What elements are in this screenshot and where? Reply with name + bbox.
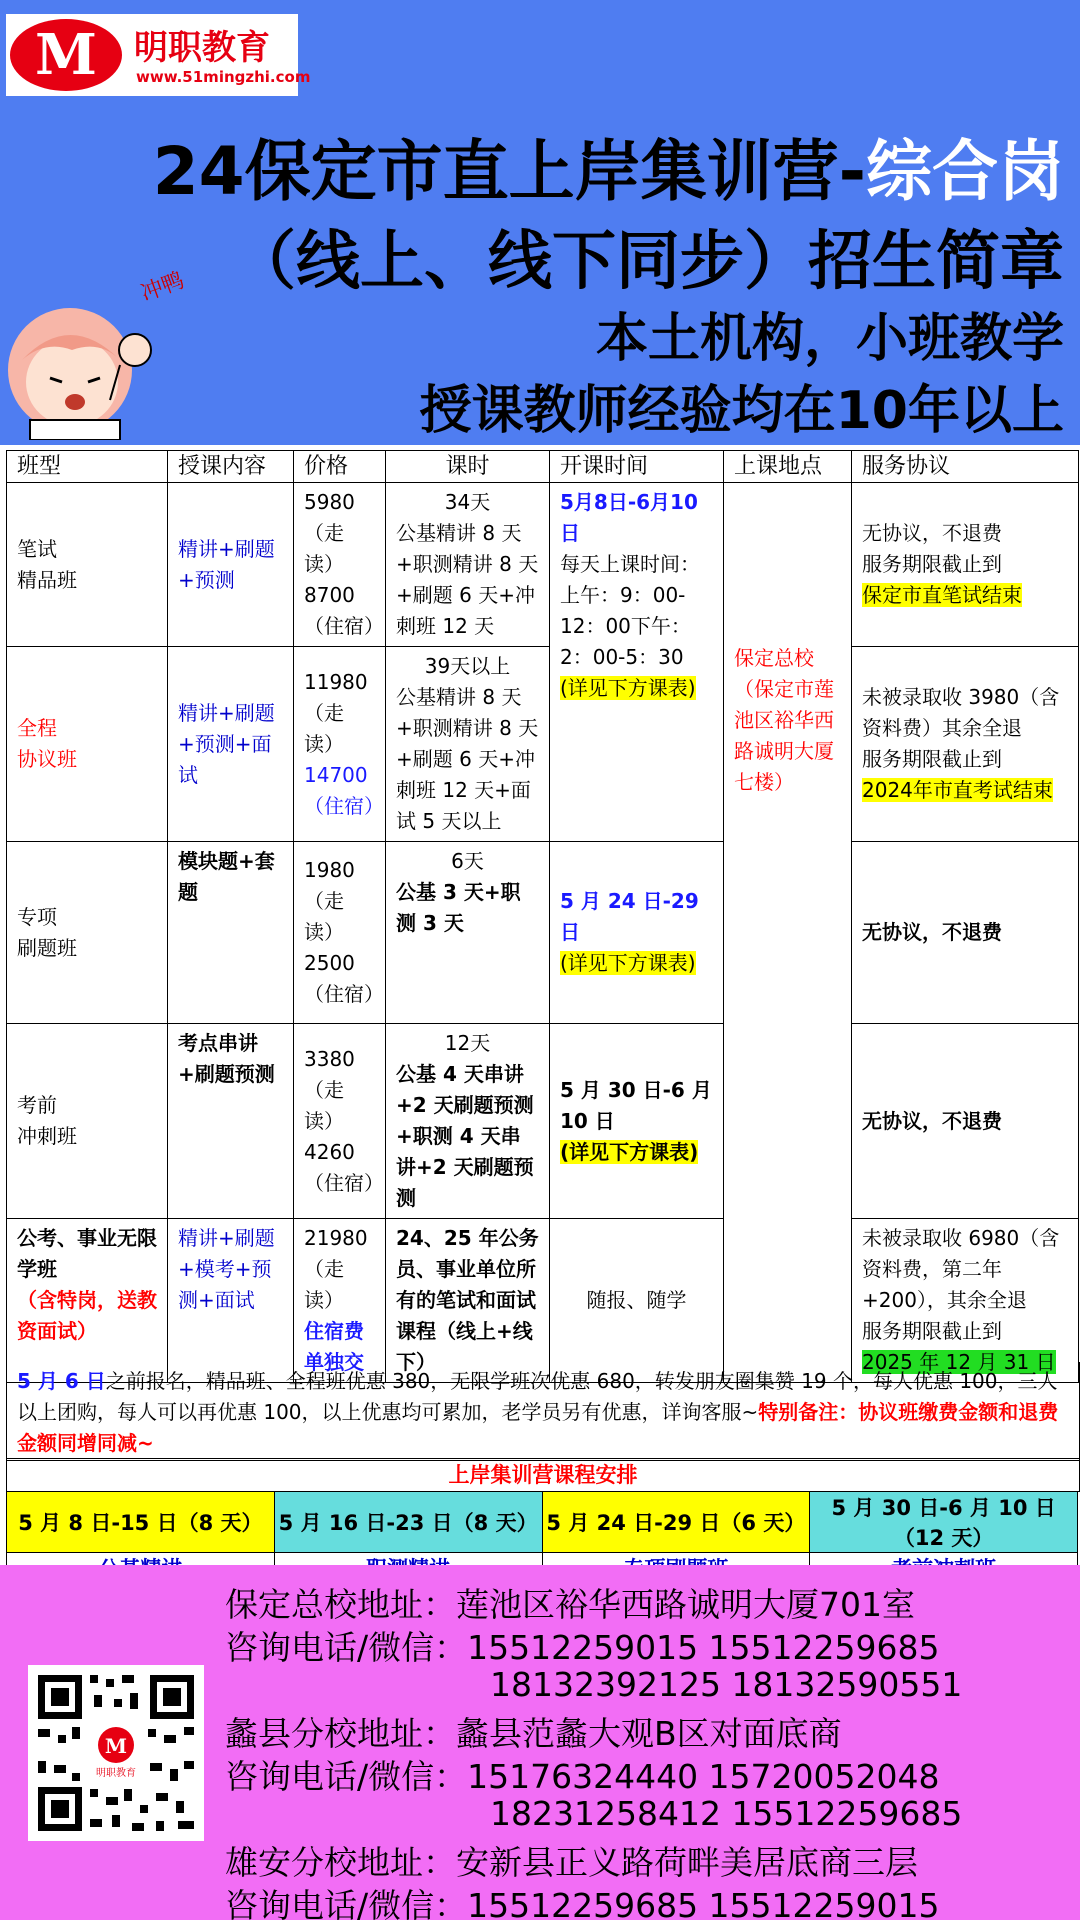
course-table <box>6 450 1079 1383</box>
note-special: 特别备注：协议班缴费金额和退费金额同增同减~ <box>17 1400 1059 1455</box>
start-detail: 每天上课时间：上午：9：00-12：00下午：2：00-5：30 <box>560 552 700 669</box>
service-agreement: 无协议，不退费 <box>852 1024 1079 1219</box>
class-price <box>294 1024 386 1219</box>
hours-detail: 公基精讲 8 天+职测精讲 8 天+刷题 6 天+冲刺班 12 天+面试 5 天以上 <box>396 685 539 833</box>
class-hours <box>386 1024 550 1219</box>
start-time: 随报、随学 <box>550 1219 724 1383</box>
class-type-name: 公考、事业无限学班 <box>17 1226 157 1281</box>
hours-detail: 公基 3 天+职测 3 天 <box>396 880 521 935</box>
class-content: 考点串讲+刷题预测 <box>168 1024 294 1219</box>
class-content: 精讲+刷题+预测+面试 <box>168 647 294 842</box>
class-price <box>294 1219 386 1383</box>
schedule-date: 5 月 16 日-23 日（8 天） <box>274 1492 542 1553</box>
class-price <box>294 647 386 842</box>
class-hours: 24、25 年公务员、事业单位所有的笔试和面试课程（线上+线下） <box>386 1219 550 1383</box>
price-board: 2500（住宿） <box>304 951 384 1006</box>
agreement-highlight: 保定市直笔试结束 <box>862 583 1022 607</box>
price-day: 1980（走读） <box>304 858 355 944</box>
svg-text:M: M <box>104 1734 128 1758</box>
address-xiongan: 雄安分校地址：安新县正义路荷畔美居底商三层 <box>225 1843 918 1882</box>
table-row <box>7 1219 1079 1383</box>
start-note: (详见下方课表) <box>560 676 696 700</box>
service-agreement <box>852 483 1079 647</box>
price-board: 14700（住宿） <box>304 762 384 818</box>
hours-total: 34天 <box>444 490 491 514</box>
col-header: 服务协议 <box>852 451 1079 483</box>
price-board: 住宿费单独交 <box>304 1319 364 1374</box>
schedule-dates-row <box>7 1492 1078 1553</box>
start-date: 5 月 24 日-29 日 <box>560 889 699 944</box>
agreement-text: 无协议，不退费 <box>862 521 1002 545</box>
cheer-text: 冲鸭 <box>137 268 188 307</box>
class-hours <box>386 842 550 1024</box>
class-content: 模块题+套题 <box>168 842 294 1024</box>
service-agreement <box>852 647 1079 842</box>
start-date: 5月8日-6月10日 <box>560 490 698 545</box>
class-type: 笔试 精品班 <box>7 483 168 647</box>
table-row <box>7 1024 1079 1219</box>
class-price <box>294 842 386 1024</box>
qr-label: 明职教育 <box>96 1768 136 1779</box>
agreement-deadline: 服务期限截止到 <box>862 747 1002 771</box>
table-row <box>7 647 1079 842</box>
phone-xiongan[interactable]: 咨询电话/微信：15512259685 15512259015 <box>225 1886 940 1925</box>
discount-note <box>6 1362 1080 1461</box>
schedule-date: 5 月 8 日-15 日（8 天） <box>7 1492 275 1553</box>
hours-total: 39天以上 <box>424 654 511 678</box>
agreement-deadline: 服务期限截止到 <box>862 552 1002 576</box>
hours-total: 12天 <box>444 1031 491 1055</box>
service-agreement <box>852 1219 1079 1383</box>
contact-footer <box>0 1565 1080 1925</box>
logo-url[interactable]: www.51mingzhi.com <box>136 68 311 86</box>
note-date: 5 月 6 日 <box>17 1369 106 1393</box>
phone-main[interactable]: 咨询电话/微信：15512259015 15512259685 <box>225 1628 940 1667</box>
service-agreement: 无协议，不退费 <box>852 842 1079 1024</box>
class-type <box>7 1219 168 1383</box>
class-hours <box>386 483 550 647</box>
logo-mark: M <box>10 19 122 91</box>
start-time <box>550 842 724 1024</box>
col-header: 班型 <box>7 451 168 483</box>
cheering-girl-illustration <box>0 290 170 440</box>
class-type: 全程 协议班 <box>7 647 168 842</box>
logo[interactable] <box>6 14 311 96</box>
class-content: 精讲+刷题+模考+预测+面试 <box>168 1219 294 1383</box>
start-date: 5 月 30 日-6 月 10 日 <box>560 1077 712 1133</box>
schedule-title: 上岸集训营课程安排 <box>6 1458 1080 1492</box>
col-header: 课时 <box>386 451 550 483</box>
table-row <box>7 842 1079 1024</box>
schedule-date: 5 月 30 日-6 月 10 日（12 天） <box>810 1492 1078 1553</box>
class-type: 考前 冲刺班 <box>7 1024 168 1219</box>
class-hours <box>386 647 550 842</box>
class-location: 保定总校（保定市莲池区裕华西路诚明大厦七楼） <box>724 483 852 1383</box>
title-highlight: 综合岗 <box>866 133 1064 210</box>
col-header: 价格 <box>294 451 386 483</box>
schedule-date: 5 月 24 日-29 日（6 天） <box>542 1492 810 1553</box>
agreement-highlight: 2024年市直考试结束 <box>862 778 1053 802</box>
price-day: 3380（走读） <box>304 1046 355 1133</box>
qr-code[interactable] <box>28 1665 204 1841</box>
table-header-row <box>7 451 1079 483</box>
col-header: 开课时间 <box>550 451 724 483</box>
phone-lixian[interactable]: 咨询电话/微信：15176324440 15720052048 <box>225 1757 940 1796</box>
hours-detail: 公基精讲 8 天+职测精讲 8 天+刷题 6 天+冲刺班 12 天 <box>396 521 539 638</box>
address-main: 保定总校地址：莲池区裕华西路诚明大厦701室 <box>225 1585 915 1624</box>
header-banner <box>0 0 1080 445</box>
agreement-highlight: 2025 年 12 月 31 日 <box>862 1350 1056 1374</box>
class-content: 精讲+刷题+预测 <box>168 483 294 647</box>
class-type: 专项 刷题班 <box>7 842 168 1024</box>
title-line2: （线上、线下同步）招生简章 <box>232 225 1064 299</box>
slogan-line1: 本土机构，小班教学 <box>595 309 1064 369</box>
agreement-text: 未被录取收 3980（含资料费）其余全退 <box>862 685 1060 740</box>
class-type-note: （含特岗，送教资面试） <box>17 1288 157 1343</box>
table-row <box>7 483 1079 647</box>
price-board: 4260（住宿） <box>304 1139 384 1195</box>
phone-main-2[interactable]: 18132392125 18132590551 <box>490 1665 963 1704</box>
price-board: 8700（住宿） <box>304 583 384 638</box>
agreement-text: 未被录取收 6980（含资料费，第二年+200），其余全退 <box>862 1226 1060 1312</box>
start-time <box>550 483 724 842</box>
agreement-deadline: 服务期限截止到 <box>862 1319 1002 1343</box>
col-header: 上课地点 <box>724 451 852 483</box>
hours-detail: 公基 4 天串讲+2 天刷题预测+职测 4 天串讲+2 天刷题预测 <box>396 1062 534 1210</box>
price-day: 21980（走读） <box>304 1226 368 1312</box>
qr-code-image <box>28 1665 204 1841</box>
phone-lixian-2[interactable]: 18231258412 15512259685 <box>490 1794 963 1833</box>
col-header: 授课内容 <box>168 451 294 483</box>
class-price <box>294 483 386 647</box>
note-text: 之前报名，精品班、全程班优惠 380，无限学班次优惠 680，转发朋友圈集赞 19 个，每人优惠 100，三人以上团购，每人可以再优惠 100，以上优惠均可累加，老学员另有优惠，详询客服~ <box>17 1369 1058 1424</box>
page-title <box>153 118 1064 213</box>
address-lixian: 蠡县分校地址：蠡县范蠡大观B区对面底商 <box>225 1714 842 1753</box>
title-main: 24保定市直上岸集训营- <box>152 133 866 210</box>
slogan-line2: 授课教师经验均在10年以上 <box>419 381 1064 441</box>
logo-name: 明职教育 <box>134 28 270 68</box>
start-note: (详见下方课表) <box>560 1139 699 1164</box>
price-day: 11980（走读） <box>304 669 368 756</box>
start-note: (详见下方课表) <box>560 951 696 975</box>
price-day: 5980（走读） <box>304 490 355 576</box>
start-time <box>550 1024 724 1219</box>
hours-total: 6天 <box>451 849 484 873</box>
